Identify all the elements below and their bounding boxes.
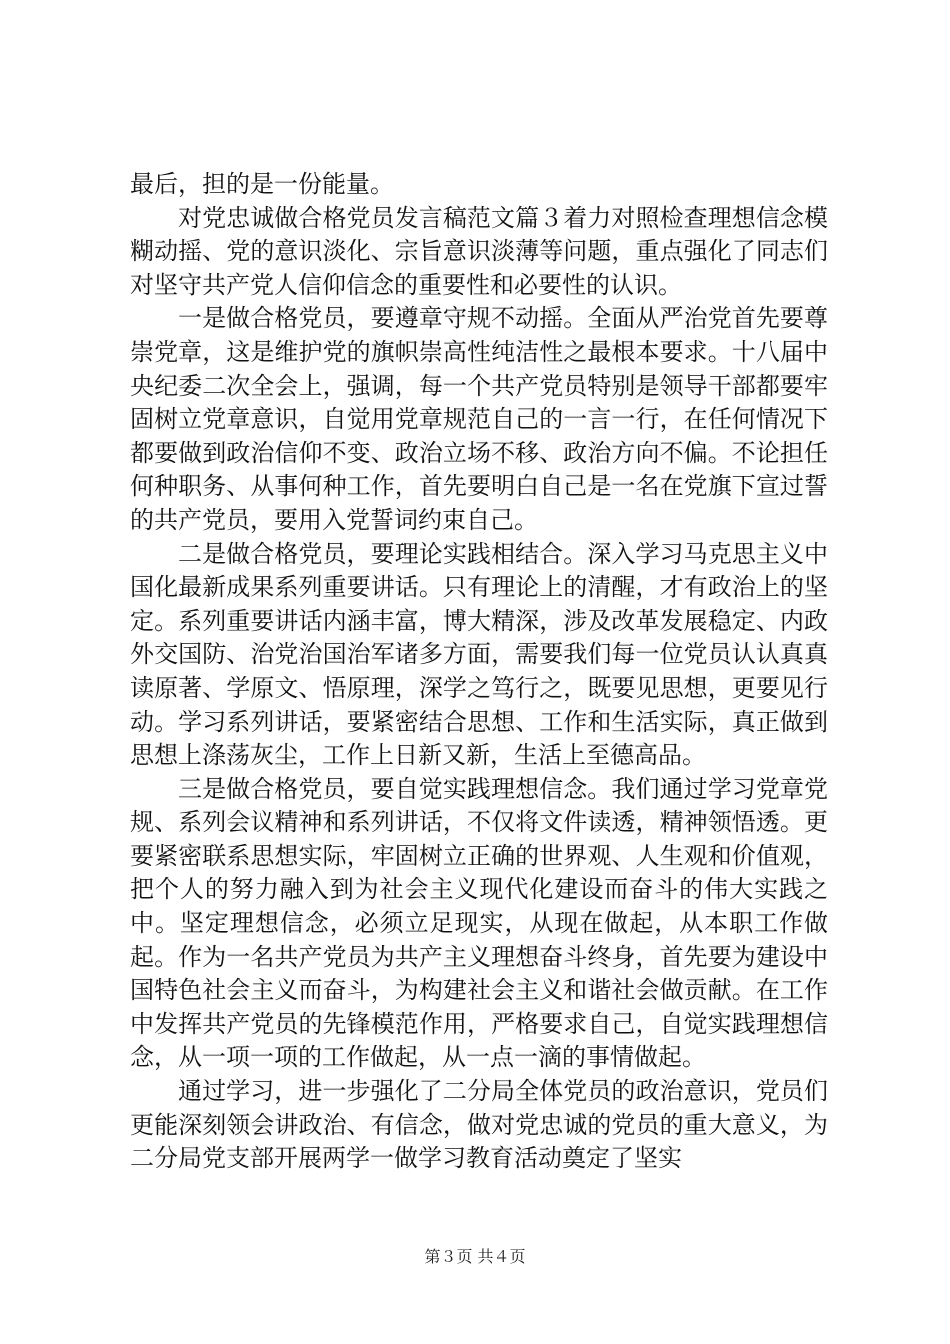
paragraph-point-three: 三是做合格党员，要自觉实践理想信念。我们通过学习党章党规、系列会议精神和系列讲话，不仅将文件读透，精神领悟透。更要紧密联系思想实际，牢固树立正确的世界观、人生观和价值观，把个人的努力融入到为社会主义现代化建设而奋斗的伟大实践之中。坚定理想信念，必须立足现实，从现在做起，从本职工作做起。作为一名共产党员为共产主义理想奋斗终身，首先要为建设中国特色社会主义而奋斗，为构建社会主义和谐社会做贡献。在工作中发挥共产党员的先锋模范作用，严格要求自己，自觉实践理想信念，从一项一项的工作做起，从一点一滴的事情做起。 bbox=[130, 774, 828, 1072]
paragraph-point-two: 二是做合格党员，要理论实践相结合。深入学习马克思主义中国化最新成果系列重要讲话。只有理论上的清醒，才有政治上的坚定。系列重要讲话内涵丰富，博大精深，涉及改革发展稳定、内政外交国防、治党治国治军诸多方面，需要我们每一位党员认认真真读原著、学原文、悟原理，深学之笃行之，既要见思想，更要见行动。学习系列讲话，要紧密结合思想、工作和生活实际，真正做到思想上涤荡灰尘，工作上日新又新，生活上至德高品。 bbox=[130, 539, 828, 770]
page-number-footer: 第３页 共４页 bbox=[424, 1247, 526, 1266]
paragraph-point-one: 一是做合格党员，要遵章守规不动摇。全面从严治党首先要尊崇党章，这是维护党的旗帜崇高性纯洁性之最根本要求。十八届中央纪委二次全会上，强调，每一个共产党员特别是领导干部都要牢固树立党章意识，自觉用党章规范自己的一言一行，在任何情况下都要做到政治信仰不变、政治立场不移、政治方向不偏。不论担任何种职务、从事何种工作，首先要明白自己是一名在党旗下宣过誓的共产党员，要用入党誓词约束自己。 bbox=[130, 304, 828, 534]
paragraph-conclusion: 通过学习，进一步强化了二分局全体党员的政治意识，党员们更能深刻领会讲政治、有信念，做对党忠诚的党员的重大意义，为二分局党支部开展两学一做学习教育活动奠定了坚实 bbox=[130, 1077, 828, 1173]
paragraph-intro: 对党忠诚做合格党员发言稿范文篇３着力对照检查理想信念模糊动摇、党的意识淡化、宗旨意识淡薄等问题，重点强化了同志们对坚守共产党人信仰信念的重要性和必要性的认识。 bbox=[130, 203, 828, 299]
paragraph-continuation: 最后，担的是一份能量。 bbox=[130, 170, 394, 198]
document-body bbox=[130, 168, 828, 1176]
